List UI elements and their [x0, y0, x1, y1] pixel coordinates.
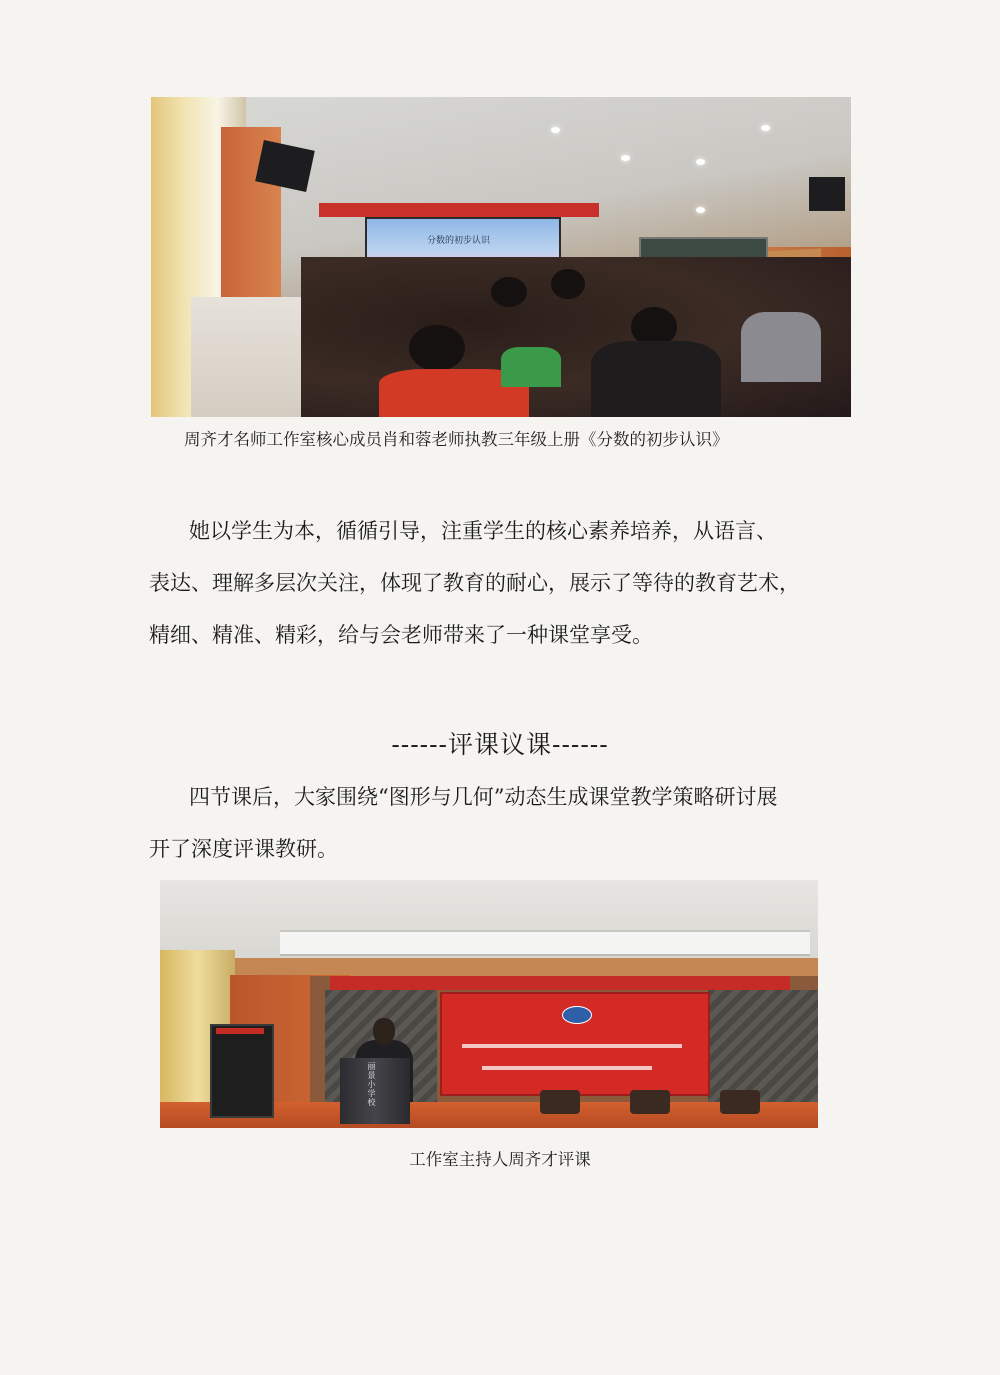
ceiling-lamp: [761, 125, 770, 131]
cabinet-stripe: [216, 1028, 264, 1034]
speaker-head: [373, 1018, 395, 1044]
student-head: [409, 325, 465, 371]
ceiling-panel: [280, 930, 810, 956]
body-paragraph: [149, 771, 869, 875]
body-paragraph: [149, 505, 869, 661]
paragraph-line: 开了深度评课教研。: [149, 837, 338, 861]
ceiling: [160, 880, 818, 970]
photo-caption: 工作室主持人周齐才评课: [409, 1150, 591, 1169]
screen-title: 分数的初步认识: [427, 236, 491, 246]
podium-label: 丽景小学校: [367, 1062, 376, 1107]
section-title: ------评课议课------: [391, 730, 609, 759]
podium-review-photo: [160, 880, 818, 1128]
student-jacket: [501, 347, 561, 387]
carved-panel: [708, 990, 818, 1102]
paragraph-line: 四节课后，大家围绕“图形与几何”动态生成课堂教学策略研讨展: [189, 785, 778, 809]
classroom-lesson-photo: [151, 97, 851, 417]
student-jacket: [741, 312, 821, 382]
chair: [630, 1090, 670, 1114]
photo-caption: 周齐才名师工作室核心成员肖和蓉老师执教三年级上册《分数的初步认识》: [184, 430, 729, 449]
paragraph-line: 精细、精准、精彩，给与会老师带来了一种课堂享受。: [149, 623, 653, 647]
chair: [720, 1090, 760, 1114]
ceiling-lamp: [696, 207, 705, 213]
paragraph-line: 表达、理解多层次关注，体现了教育的耐心，展示了等待的教育艺术，: [149, 571, 800, 595]
screen-text-line: [462, 1044, 682, 1048]
podium: [340, 1058, 410, 1124]
screen-text-line: [482, 1066, 652, 1070]
red-banner: [330, 976, 790, 990]
red-display-screen: [440, 992, 710, 1096]
cabinet: [210, 1024, 274, 1118]
speaker-icon: [809, 177, 845, 211]
ceiling-lamp: [551, 127, 560, 133]
student-head: [551, 269, 585, 299]
student-jacket: [591, 341, 721, 417]
school-logo-icon: [562, 1006, 592, 1024]
ceiling-lamp: [621, 155, 630, 161]
red-banner: [319, 203, 599, 217]
ceiling-lamp: [696, 159, 705, 165]
chair: [540, 1090, 580, 1114]
paragraph-line: 她以学生为本，循循引导，注重学生的核心素养培养，从语言、: [189, 519, 777, 543]
student-head: [491, 277, 527, 307]
